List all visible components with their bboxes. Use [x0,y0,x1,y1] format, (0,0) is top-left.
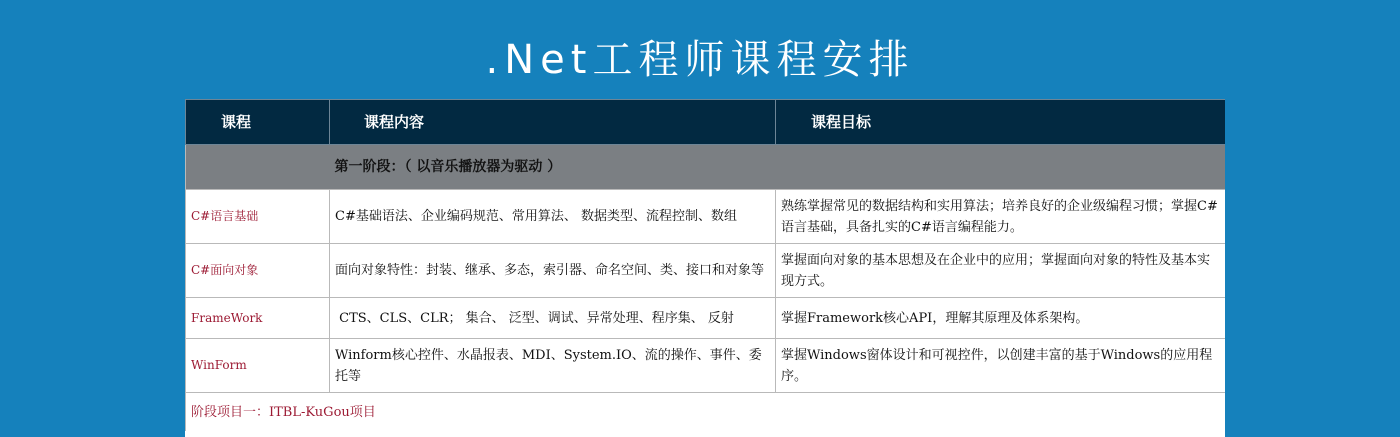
table-row [186,190,1226,244]
header-content: 课程内容 [330,100,776,145]
course-table [185,99,1225,431]
project-row [186,393,1226,432]
course-goal: 掌握Windows窗体设计和可视控件，以创建丰富的基于Windows的应用程序。 [776,339,1226,393]
table-row [186,339,1226,393]
course-content: 面向对象特性：封装、继承、多态，索引器、命名空间、类、接口和对象等 [330,244,776,298]
header-course: 课程 [186,100,330,145]
course-name: C#语言基础 [186,190,330,244]
course-goal: 掌握面向对象的基本思想及在企业中的应用；掌握面向对象的特性及基本实现方式。 [776,244,1226,298]
course-content: CTS、CLS、CLR； 集合、 泛型、调试、异常处理、程序集、 反射 [330,298,776,339]
course-schedule-panel [185,99,1225,437]
page-title: .Net工程师课程安排 [485,37,915,83]
course-content: Winform核心控件、水晶报表、MDI、System.IO、流的操作、事件、委托等 [330,339,776,393]
stage-project-label: 阶段项目一：ITBL-KuGou项目 [186,393,1226,432]
table-row [186,244,1226,298]
stage-spacer [186,145,330,190]
course-name: C#面向对象 [186,244,330,298]
course-name: FrameWork [186,298,330,339]
stage-label: 第一阶段：（ 以音乐播放器为驱动 ） [330,145,1226,190]
course-content: C#基础语法、企业编码规范、常用算法、 数据类型、流程控制、数组 [330,190,776,244]
course-goal: 掌握Framework核心API，理解其原理及体系架构。 [776,298,1226,339]
table-row [186,298,1226,339]
course-goal: 熟练掌握常见的数据结构和实用算法；培养良好的企业级编程习惯；掌握C#语言基础，具备扎实的C#语言编程能力。 [776,190,1226,244]
header-goal: 课程目标 [776,100,1226,145]
table-header-row [186,100,1226,145]
stage-row [186,145,1226,190]
course-name: WinForm [186,339,330,393]
